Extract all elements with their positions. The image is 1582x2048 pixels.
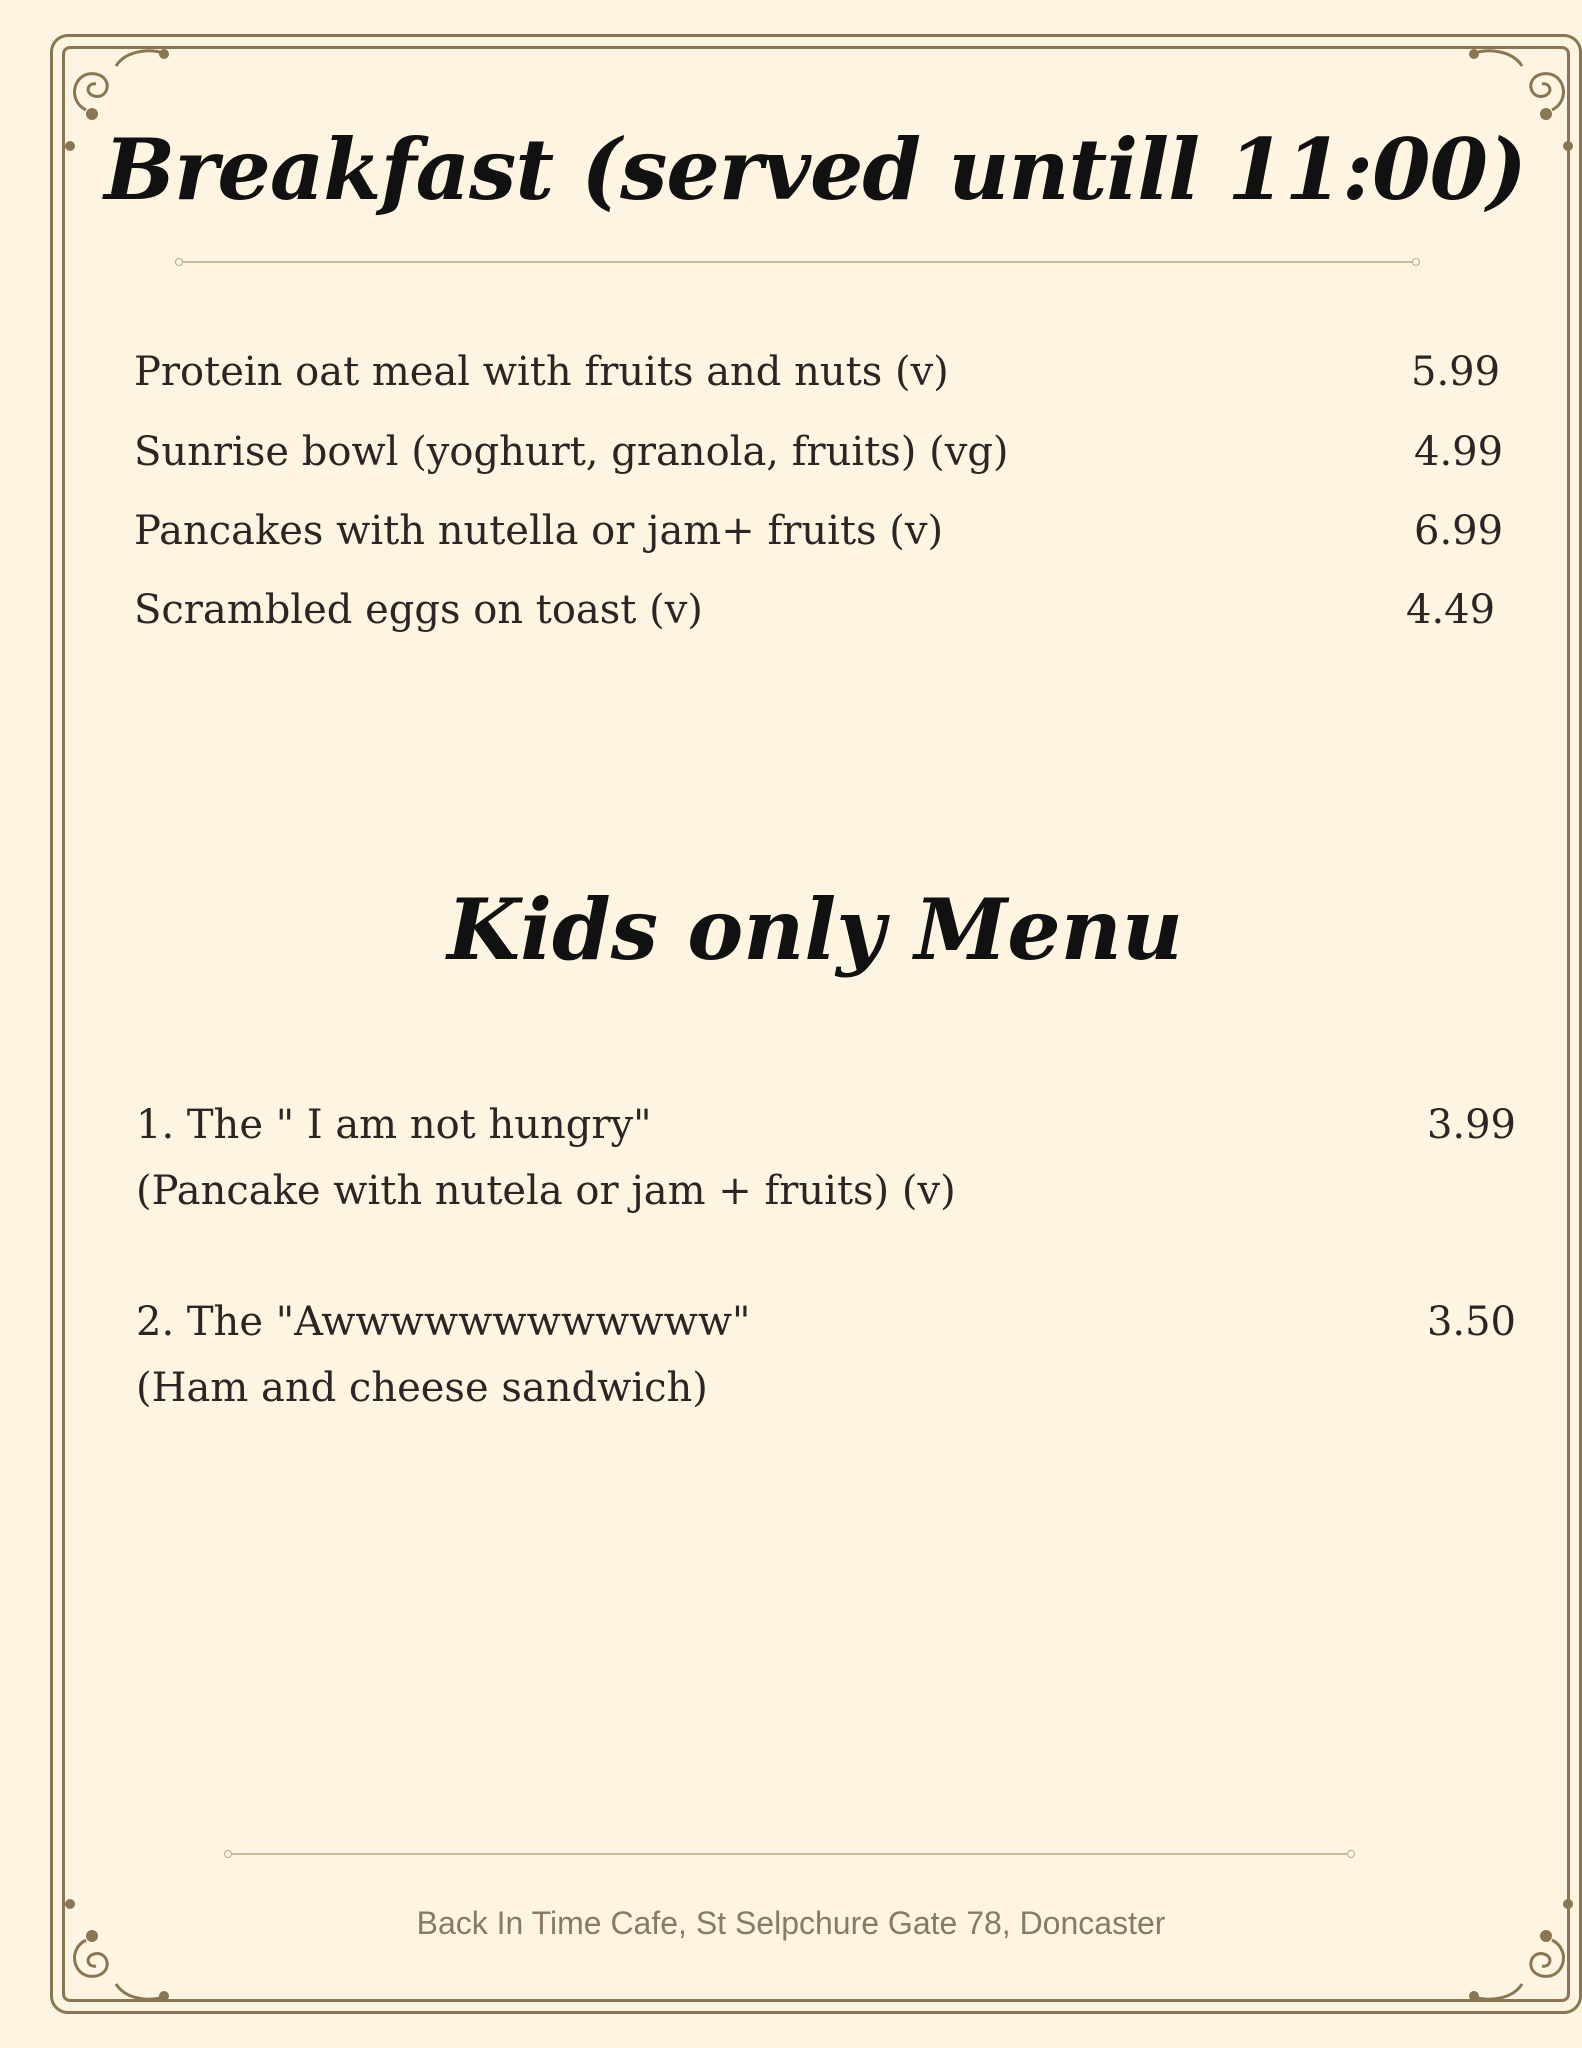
- kids-menu-item: [136, 1289, 1516, 1421]
- menu-frame-inner: [62, 46, 1570, 2002]
- kids-item-description: (Pancake with nutela or jam + fruits) (v): [136, 1168, 956, 1214]
- menu-item-price: 6.99: [1414, 508, 1504, 554]
- kids-item-price: 3.50: [1426, 1299, 1516, 1345]
- menu-item-price: 5.99: [1411, 349, 1501, 395]
- title-divider: [183, 261, 1412, 263]
- menu-item-price: 4.99: [1414, 429, 1504, 475]
- footer-address: Back In Time Cafe, St Selpchure Gate 78, Doncaster: [416, 1905, 1166, 1941]
- menu-item-price: 4.49: [1406, 587, 1496, 633]
- kids-item-name: 2. The "Awwwwwwwwwwww": [136, 1299, 751, 1345]
- kids-item-name: 1. The " I am not hungry": [136, 1102, 652, 1148]
- kids-menu-title: Kids only Menu: [447, 880, 1183, 979]
- breakfast-title: Breakfast (served untill 11:00): [104, 120, 1526, 219]
- menu-item-name: Pancakes with nutella or jam+ fruits (v): [134, 508, 944, 554]
- menu-item-name: Sunrise bowl (yoghurt, granola, fruits) (vg): [134, 429, 1009, 475]
- kids-item-price: 3.99: [1426, 1102, 1516, 1148]
- kids-menu-item: [136, 1092, 1516, 1224]
- menu-item-name: Scrambled eggs on toast (v): [134, 587, 703, 633]
- footer-divider: [232, 1853, 1347, 1855]
- kids-item-description: (Ham and cheese sandwich): [136, 1365, 708, 1411]
- menu-item-name: Protein oat meal with fruits and nuts (v): [134, 349, 949, 395]
